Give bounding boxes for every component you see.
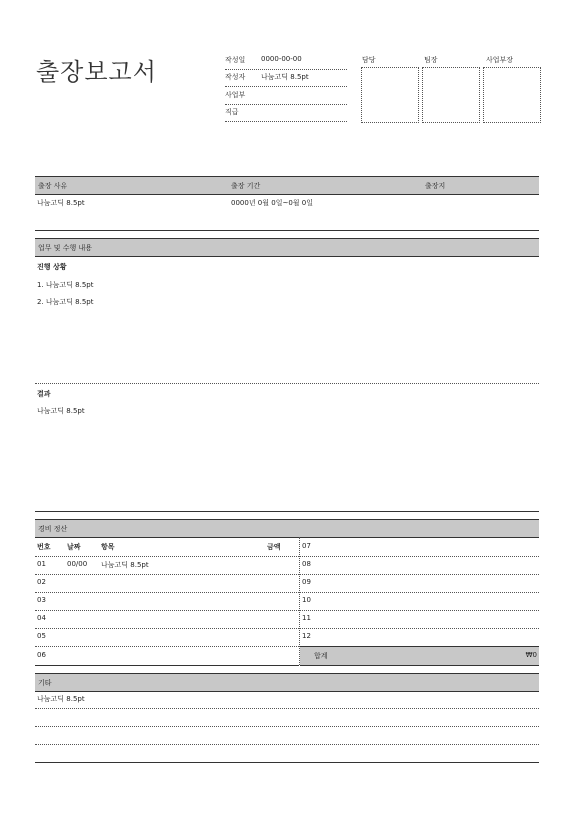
row-no: 07: [302, 542, 311, 550]
row-no: 09: [302, 578, 311, 586]
table-row[interactable]: [35, 610, 299, 629]
row-no: 10: [302, 596, 311, 604]
progress-item[interactable]: 1. 나눔고딕 8.5pt: [37, 281, 94, 289]
approval-label: 담당: [362, 56, 376, 64]
other-value[interactable]: 나눔고딕 8.5pt: [37, 695, 85, 703]
row-no: 11: [302, 614, 311, 622]
meta-row-author: [225, 69, 347, 87]
col-date: 날짜: [67, 543, 81, 551]
col-item: 항목: [101, 543, 115, 551]
approval-box-division-head[interactable]: [483, 67, 541, 123]
approval-box-manager[interactable]: [361, 67, 419, 123]
table-row[interactable]: [300, 538, 539, 557]
meta-value[interactable]: 나눔고딕 8.5pt: [261, 73, 309, 81]
divider: [35, 708, 539, 709]
divider: [35, 230, 539, 231]
row-no: 04: [37, 614, 46, 622]
divider: [35, 383, 539, 384]
table-row[interactable]: [35, 647, 299, 666]
table-row[interactable]: [300, 628, 539, 647]
table-row[interactable]: [300, 592, 539, 611]
total-label: 합계: [314, 652, 328, 660]
approval-label: 사업부장: [486, 56, 514, 64]
progress-label: 진행 상황: [37, 263, 67, 271]
expense-header-bar: [35, 519, 539, 538]
table-row[interactable]: [35, 556, 299, 575]
meta-row-rank: [225, 104, 347, 122]
total-value: ₩0: [525, 651, 537, 659]
divider: [35, 726, 539, 727]
trip-header-bar: [35, 176, 539, 195]
row-date: 00/00: [67, 560, 88, 568]
page-title: 출장보고서: [36, 58, 157, 86]
row-no: 05: [37, 632, 46, 640]
expense-total-row: [300, 646, 539, 666]
row-no: 02: [37, 578, 46, 586]
row-item: 나눔고딕 8.5pt: [101, 561, 149, 569]
trip-reason-header: 출장 사유: [38, 182, 68, 190]
col-amount: 금액: [267, 543, 281, 551]
trip-traveler-header: 출장지: [425, 182, 446, 190]
meta-label: 직급: [225, 108, 239, 116]
divider: [35, 511, 539, 512]
meta-label: 작성자: [225, 73, 246, 81]
meta-row-division: [225, 87, 347, 105]
meta-value[interactable]: 0000-00-00: [261, 55, 302, 63]
col-no: 번호: [37, 543, 51, 551]
trip-period-value[interactable]: 0000년 0월 0일~0월 0일: [231, 199, 313, 207]
divider: [35, 762, 539, 763]
table-row[interactable]: [35, 574, 299, 593]
meta-label: 작성일: [225, 56, 246, 64]
approval-label: 팀장: [424, 56, 438, 64]
result-label: 결과: [37, 390, 51, 398]
expense-column-headers: [35, 538, 299, 557]
trip-period-header: 출장 기간: [231, 182, 261, 190]
expense-header: 경비 정산: [38, 525, 68, 533]
trip-reason-value[interactable]: 나눔고딕 8.5pt: [37, 199, 85, 207]
divider: [35, 744, 539, 745]
table-row[interactable]: [300, 574, 539, 593]
row-no: 01: [37, 560, 46, 568]
table-row[interactable]: [35, 628, 299, 647]
other-header-bar: [35, 673, 539, 692]
table-row[interactable]: [300, 610, 539, 629]
work-header-bar: [35, 238, 539, 257]
other-header: 기타: [38, 679, 52, 687]
meta-row-date: [225, 52, 347, 70]
work-header: 업무 및 수행 내용: [38, 244, 93, 252]
row-no: 12: [302, 632, 311, 640]
result-value[interactable]: 나눔고딕 8.5pt: [37, 407, 85, 415]
table-row[interactable]: [35, 592, 299, 611]
row-no: 06: [37, 651, 46, 659]
progress-item[interactable]: 2. 나눔고딕 8.5pt: [37, 298, 94, 306]
row-no: 08: [302, 560, 311, 568]
approval-box-team-lead[interactable]: [422, 67, 480, 123]
table-row[interactable]: [300, 556, 539, 575]
meta-label: 사업부: [225, 91, 246, 99]
row-no: 03: [37, 596, 46, 604]
